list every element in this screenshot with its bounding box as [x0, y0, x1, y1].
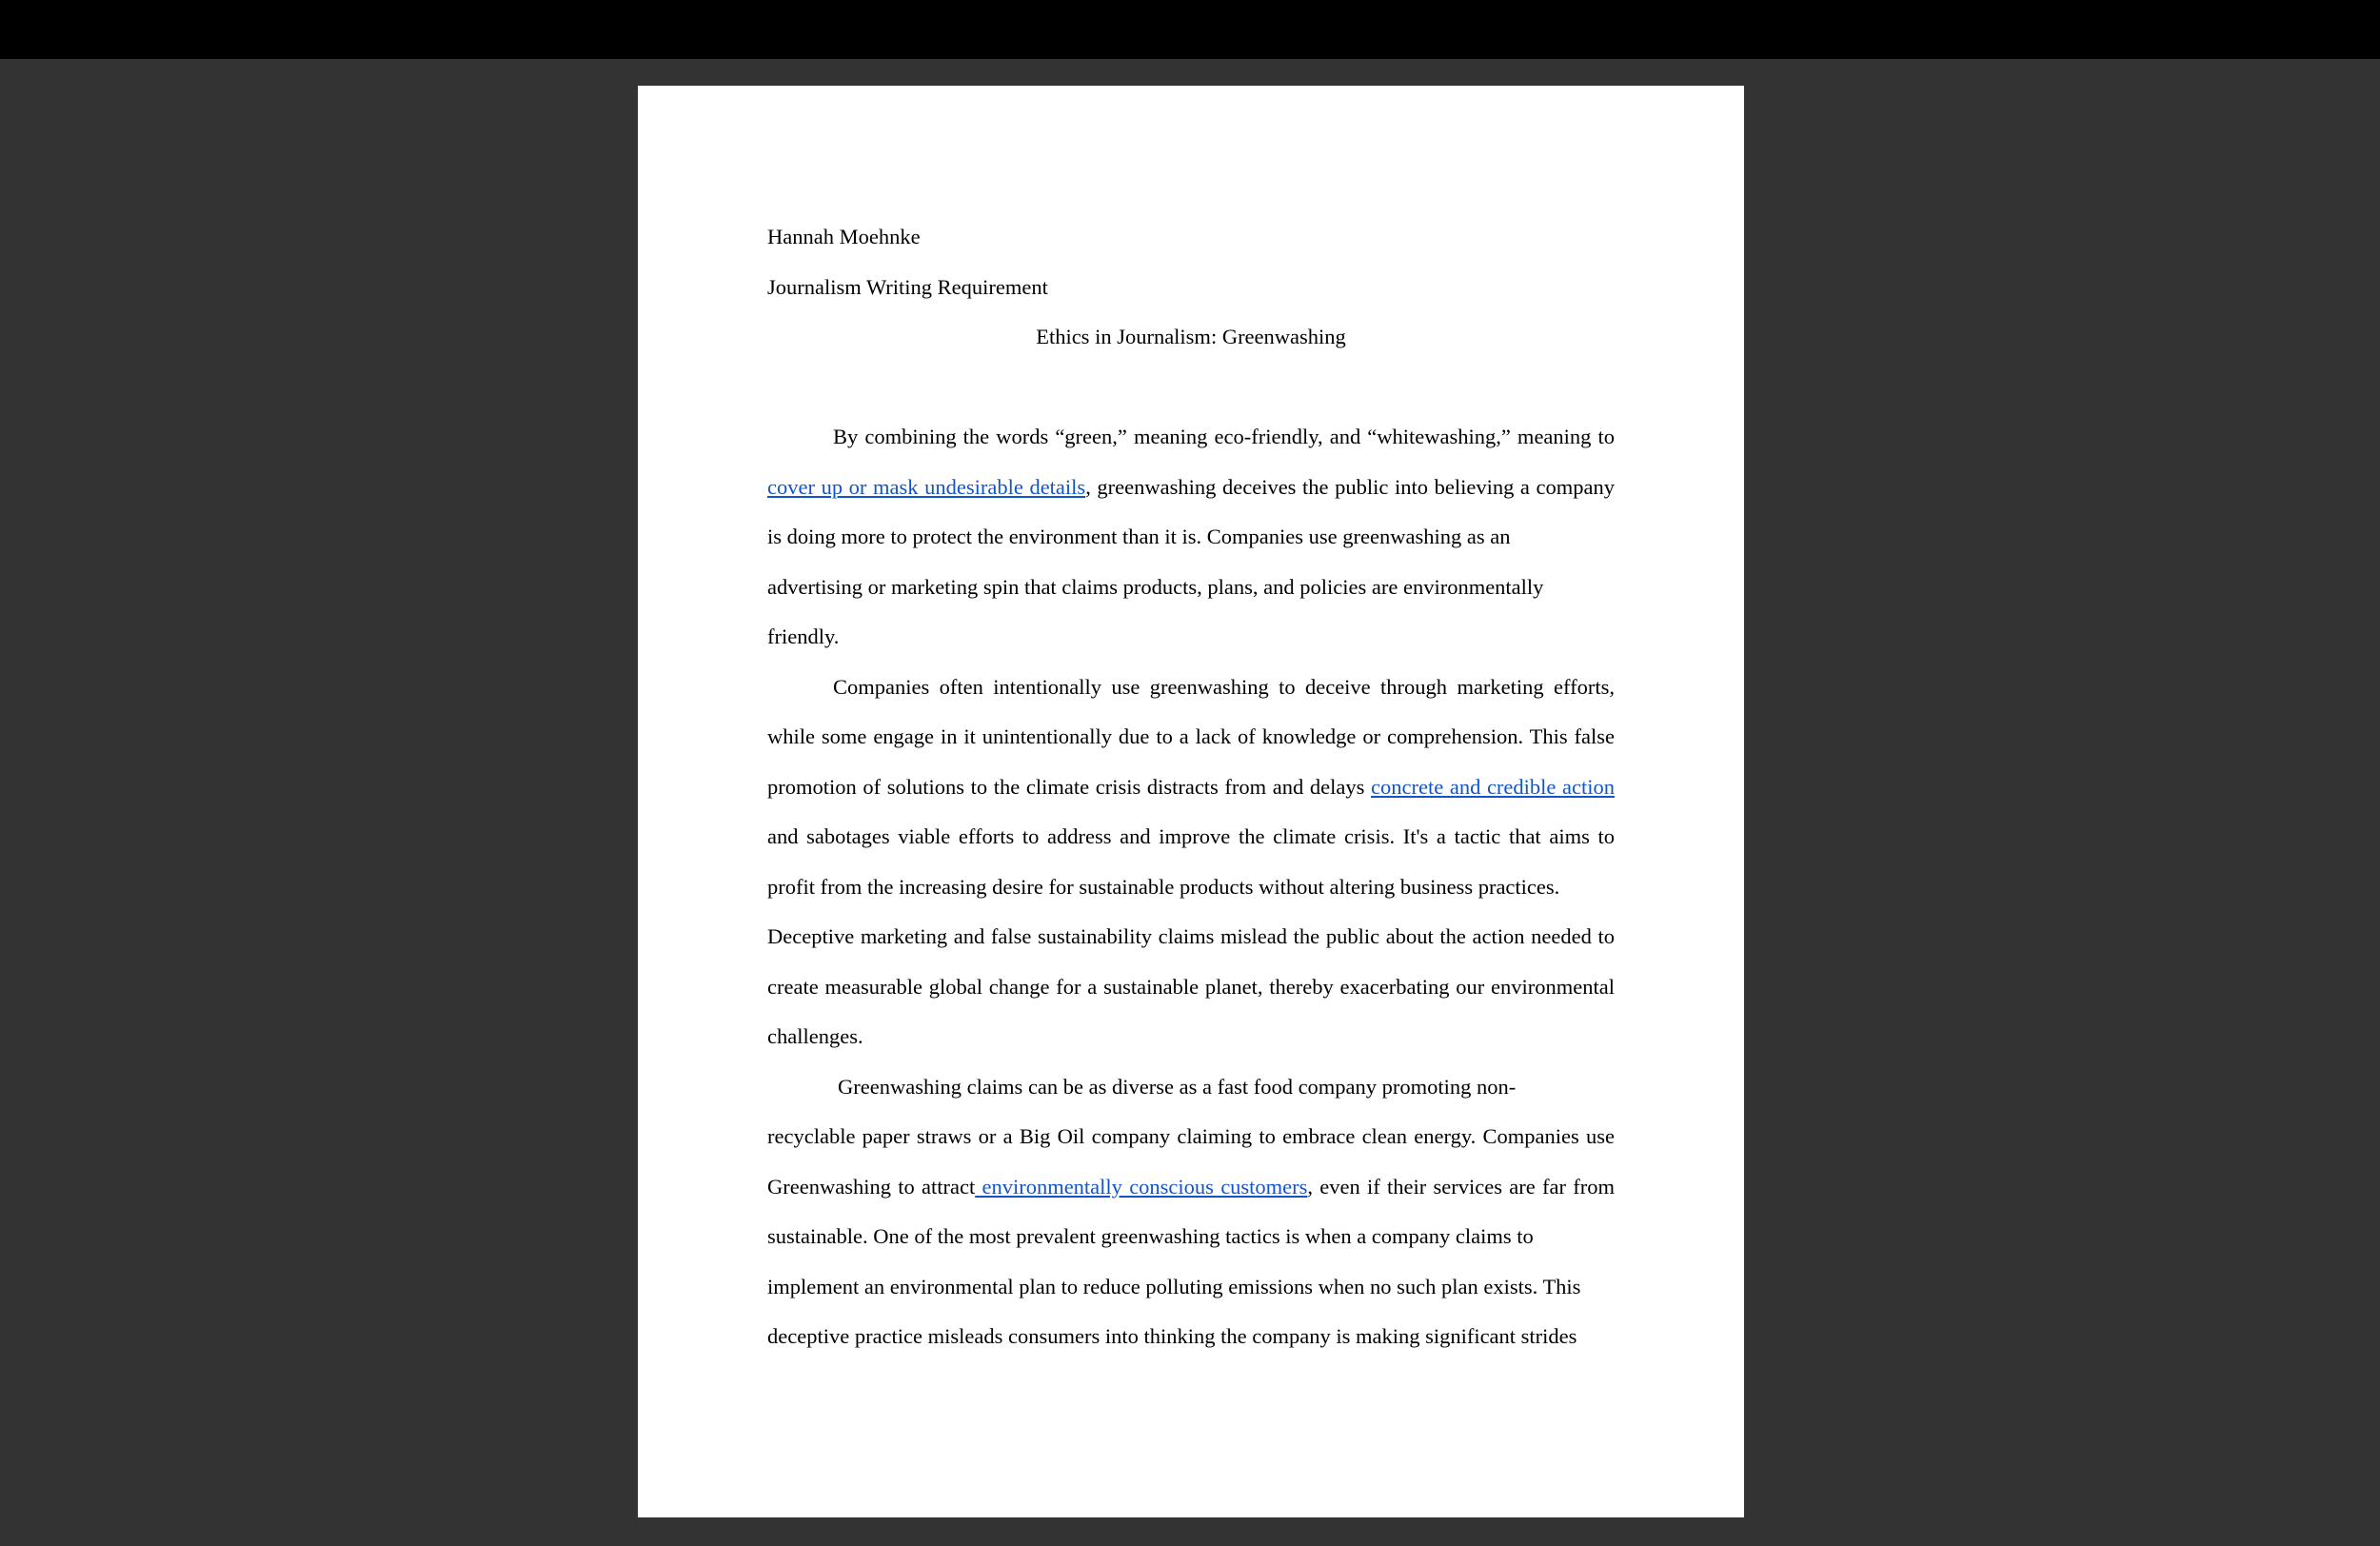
paragraph-line: Companies often intentionally use greenwashing to deceive through marketing efforts,	[833, 674, 1615, 699]
paragraph-line: sustainable. One of the most prevalent greenwashing tactics is when a company claims to	[767, 1224, 1534, 1248]
paragraph-line: implement an environmental plan to reduce polluting emissions when no such plan exists. This	[767, 1274, 1581, 1298]
paragraph-3	[767, 1062, 1615, 1362]
paragraph-line: recyclable paper straws or a Big Oil company claiming to embrace clean energy. Companies use	[767, 1124, 1615, 1148]
paragraph-2	[767, 663, 1615, 1062]
paragraph-line	[767, 463, 1615, 513]
link-environmentally-conscious-customers[interactable]: environmentally conscious customers	[975, 1174, 1308, 1199]
paragraph-line: Greenwashing claims can be as diverse as a fast food company promoting non-	[838, 1074, 1517, 1099]
author-name: Hannah Moehnke	[767, 225, 921, 248]
paragraph-text: promotion of solutions to the climate crisis distracts from and delays	[767, 774, 1372, 799]
paragraph-line: create measurable global change for a sustainable planet, thereby exacerbating our environmental	[767, 974, 1615, 999]
course-name: Journalism Writing Requirement	[767, 274, 1048, 299]
page-content	[767, 212, 1615, 1362]
paragraph-text: , even if their services are far from	[1307, 1174, 1615, 1199]
paragraph-line: while some engage in it unintentionally due to a lack of knowledge or comprehension. This false	[767, 724, 1615, 748]
link-cover-up-details[interactable]: cover up or mask undesirable details	[767, 474, 1086, 499]
paragraph-line: advertising or marketing spin that claims products, plans, and policies are environmentally	[767, 574, 1544, 599]
paragraph-line: Deceptive marketing and false sustainability claims mislead the public about the action needed to	[767, 924, 1615, 948]
paragraph-line: and sabotages viable efforts to address and improve the climate crisis. It's a tactic that aims to	[767, 824, 1615, 848]
link-concrete-credible-action[interactable]: concrete and credible action	[1371, 774, 1615, 799]
paragraph-line: challenges.	[767, 1024, 863, 1048]
paragraph-line	[767, 763, 1615, 813]
paragraph-1	[767, 412, 1615, 663]
paragraph-line: deceptive practice misleads consumers into thinking the company is making significant strides	[767, 1324, 1577, 1348]
paragraph-line	[767, 1162, 1615, 1213]
paragraph-line: By combining the words “green,” meaning eco-friendly, and “whitewashing,” meaning to	[833, 425, 1615, 448]
paragraph-line: profit from the increasing desire for sustainable products without altering business practices.	[767, 874, 1560, 899]
paragraph-text: , greenwashing deceives the public into believing a company	[1085, 474, 1615, 499]
paragraph-line: is doing more to protect the environment than it is. Companies use greenwashing as an	[767, 525, 1511, 548]
paragraph-text: Greenwashing to attract	[767, 1174, 976, 1199]
viewer-top-bar	[0, 0, 2380, 59]
document-page	[638, 86, 1744, 1517]
document-title: Ethics in Journalism: Greenwashing	[1036, 325, 1346, 348]
paragraph-line: friendly.	[767, 624, 840, 648]
